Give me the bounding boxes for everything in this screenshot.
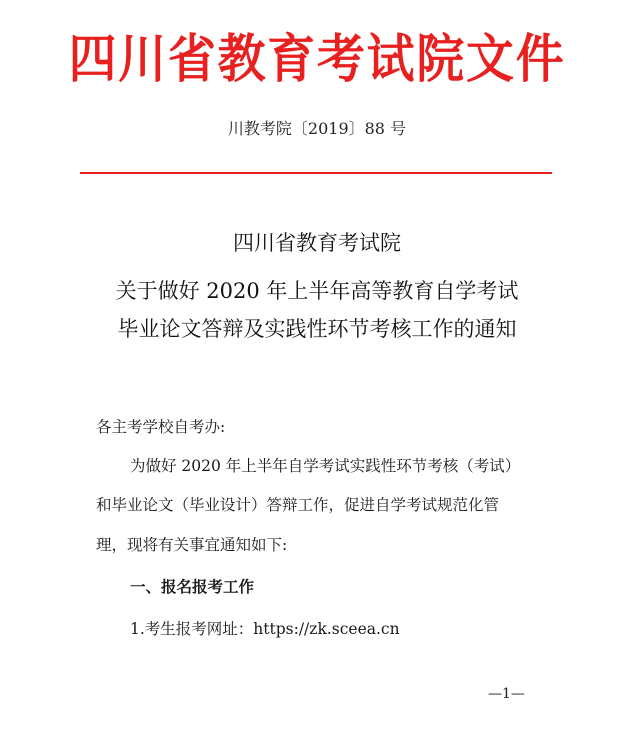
addressee: 各主考学校自考办: xyxy=(96,418,226,436)
notice-title-line-2: 关于做好 2020 年上半年高等教育自学考试 xyxy=(115,279,519,303)
paragraph-line-1: 为做好 2020 年上半年自学考试实践性环节考核（考试） xyxy=(130,457,521,475)
red-divider xyxy=(80,172,552,174)
paragraph-line-3: 理，现将有关事宜通知如下: xyxy=(96,536,288,554)
document-number: 川教考院〔2019〕88 号 xyxy=(227,119,407,138)
notice-title-line-3: 毕业论文答辩及实践性环节考核工作的通知 xyxy=(117,317,517,341)
notice-title-line-1: 四川省教育考试院 xyxy=(233,231,401,255)
paragraph-line-2: 和毕业论文（毕业设计）答辩工作，促进自学考试规范化管 xyxy=(96,496,500,514)
section-heading-registration: 一、报名报考工作 xyxy=(130,578,255,596)
header-title: 四川省教育考试院文件 xyxy=(68,30,566,90)
list-item-registration-url: 1.考生报考网址：https://zk.sceea.cn xyxy=(130,620,400,638)
page-number: —1— xyxy=(488,686,525,702)
